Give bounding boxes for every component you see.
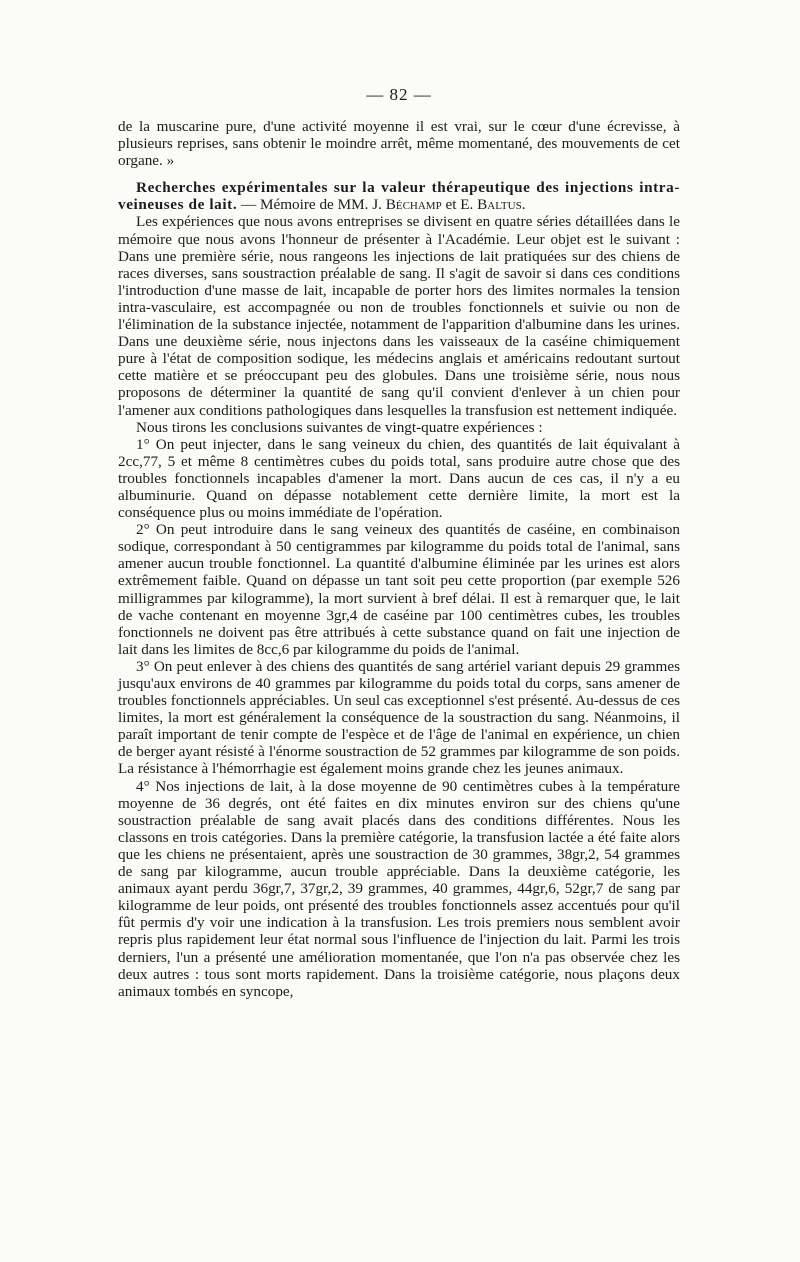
spacer <box>118 169 680 179</box>
body-paragraph: 2° On peut introduire dans le sang veineux des quantités de caséine, en combinaison sodique, correspondant à 50 centigrammes par kilogramme du poids total de l'animal, sans amener aucun trouble fonctionnel. La quantité d'albumine éliminée par les urines est alors extrêmement faible. Quand on dépasse un tant soit peu cette proportion (par exemple 526 milligrammes par kilogramme), la mort survient à bref délai. Il est à remarquer que, le lait de vache contenant en moyenne 3gr,4 de caséine par 100 centimètres cubes, les troubles fonctionnels ne doivent pas être attribués à cette substance quand on fait une injection de lait dans les limites de 8cc,6 par kilogramme du poids de l'animal. <box>118 521 680 658</box>
body-paragraph: Les expériences que nous avons entreprises se divisent en quatre séries détaillées dans le mémoire que nous avons l'honneur de présenter à l'Académie. Leur objet est le suivant : Dans une première série, nous rangeons les injections de lait pratiquées sur des chiens de races diverses, sans soustraction préalable de sang. Il s'agit de savoir si dans ces conditions l'introduction d'une masse de lait, incapable de porter hors des limites normales la tension intra-vasculaire, est accompagnée ou non de troubles fonctionnels et suivie ou non de l'élimination de la substance injectée, notamment de l'apparition d'albumine dans les urines. Dans une deuxième série, nous injectons dans les vaisseaux de la caséine chimiquement pure à l'état de composition sodique, les médecins anglais et américains redoutant surtout cette matière et se préoccupant peu des globules. Dans une troisième série, nous nous proposons de déterminer la quantité de sang qu'il convient d'enlever à un chien pour l'amener aux conditions pathologiques dans lesquelles la transfusion est nettement indiquée. <box>118 213 680 419</box>
section-title-rest: — Mémoire de MM. J. <box>237 196 386 214</box>
intro-paragraph: de la muscarine pure, d'une activité moyenne il est vrai, sur le cœur d'une écrevisse, à plusieurs reprises, sans obtenir le moindre arrêt, même momentané, des mouvements de cet organe. » <box>118 118 680 170</box>
section-heading <box>118 179 680 213</box>
body-paragraph: 3° On peut enlever à des chiens des quantités de sang artériel variant depuis 29 grammes jusqu'aux environs de 40 grammes par kilogramme du poids total du corps, sans amener de troubles fonctionnels appréciables. Un seul cas exceptionnel s'est présenté. Au-dessus de ces limites, la mort est généralement la conséquence de la soustraction du sang. Néanmoins, il paraît important de tenir compte de l'espèce et de l'âge de l'animal en expérience, un chien de berger ayant résisté à l'énorme soustraction de 52 grammes par kilogramme de son poids. La résistance à l'hémorrhagie est également moins grande chez les jeunes animaux. <box>118 657 680 778</box>
section-title: Recherches expérimentales sur la valeur thérapeutique des injections intra-veineuses de lait. <box>118 179 680 214</box>
body-paragraph: Nous tirons les conclusions suivantes de vingt-quatre expériences : <box>136 418 543 436</box>
body-paragraph: 1° On peut injecter, dans le sang veineux du chien, des quantités de lait équivalant à 2cc,77, 5 et même 8 centimètres cubes du poids total, sans produire autre chose que des troubles fonctionnels incapables d'amener la mort. Dans aucun de ces cas, il n'y a eu albuminurie. Quand on dépasse notablement cette dernière limite, la mort est la conséquence plus ou moins immédiate de l'opération. <box>118 435 680 522</box>
page-number: — 82 — <box>366 85 432 104</box>
page-text <box>118 84 680 1000</box>
author-name: Béchamp <box>385 196 442 214</box>
body-paragraph: 4° Nos injections de lait, à la dose moyenne de 90 centimètres cubes à la température moyenne de 36 degrés, ont été faites en dix minutes environ sur des chiens qu'une soustraction préalable de sang avait placés dans des conditions différentes. Nous les classons en trois catégories. Dans la première catégorie, la transfusion lactée a été faite alors que les chiens ne présentaient, après une soustraction de 30 grammes, 38gr,2, 54 grammes de sang par kilogramme, aucun trouble appréciable. Dans la deuxième catégorie, les animaux ayant perdu 36gr,7, 37gr,2, 39 grammes, 40 grammes, 44gr,6, 52gr,7 de sang par kilogramme de leur poids, ont présenté des troubles fonctionnels assez accentués pour qu'il fût permis d'y voir une indication à la transfusion. Les trois premiers nous semblent avoir repris plus rapidement leur état normal sous l'influence de l'injection du lait. Parmi les trois derniers, l'un a présenté une amélioration momentanée, que l'on n'a pas observée chez les deux autres : tous sont morts rapidement. Dans la troisième catégorie, nous plaçons deux animaux tombés en syncope, <box>118 777 680 1000</box>
author-name: Baltus <box>477 196 522 214</box>
author-separator: et E. <box>441 196 478 214</box>
section-title-end: . <box>521 196 526 214</box>
